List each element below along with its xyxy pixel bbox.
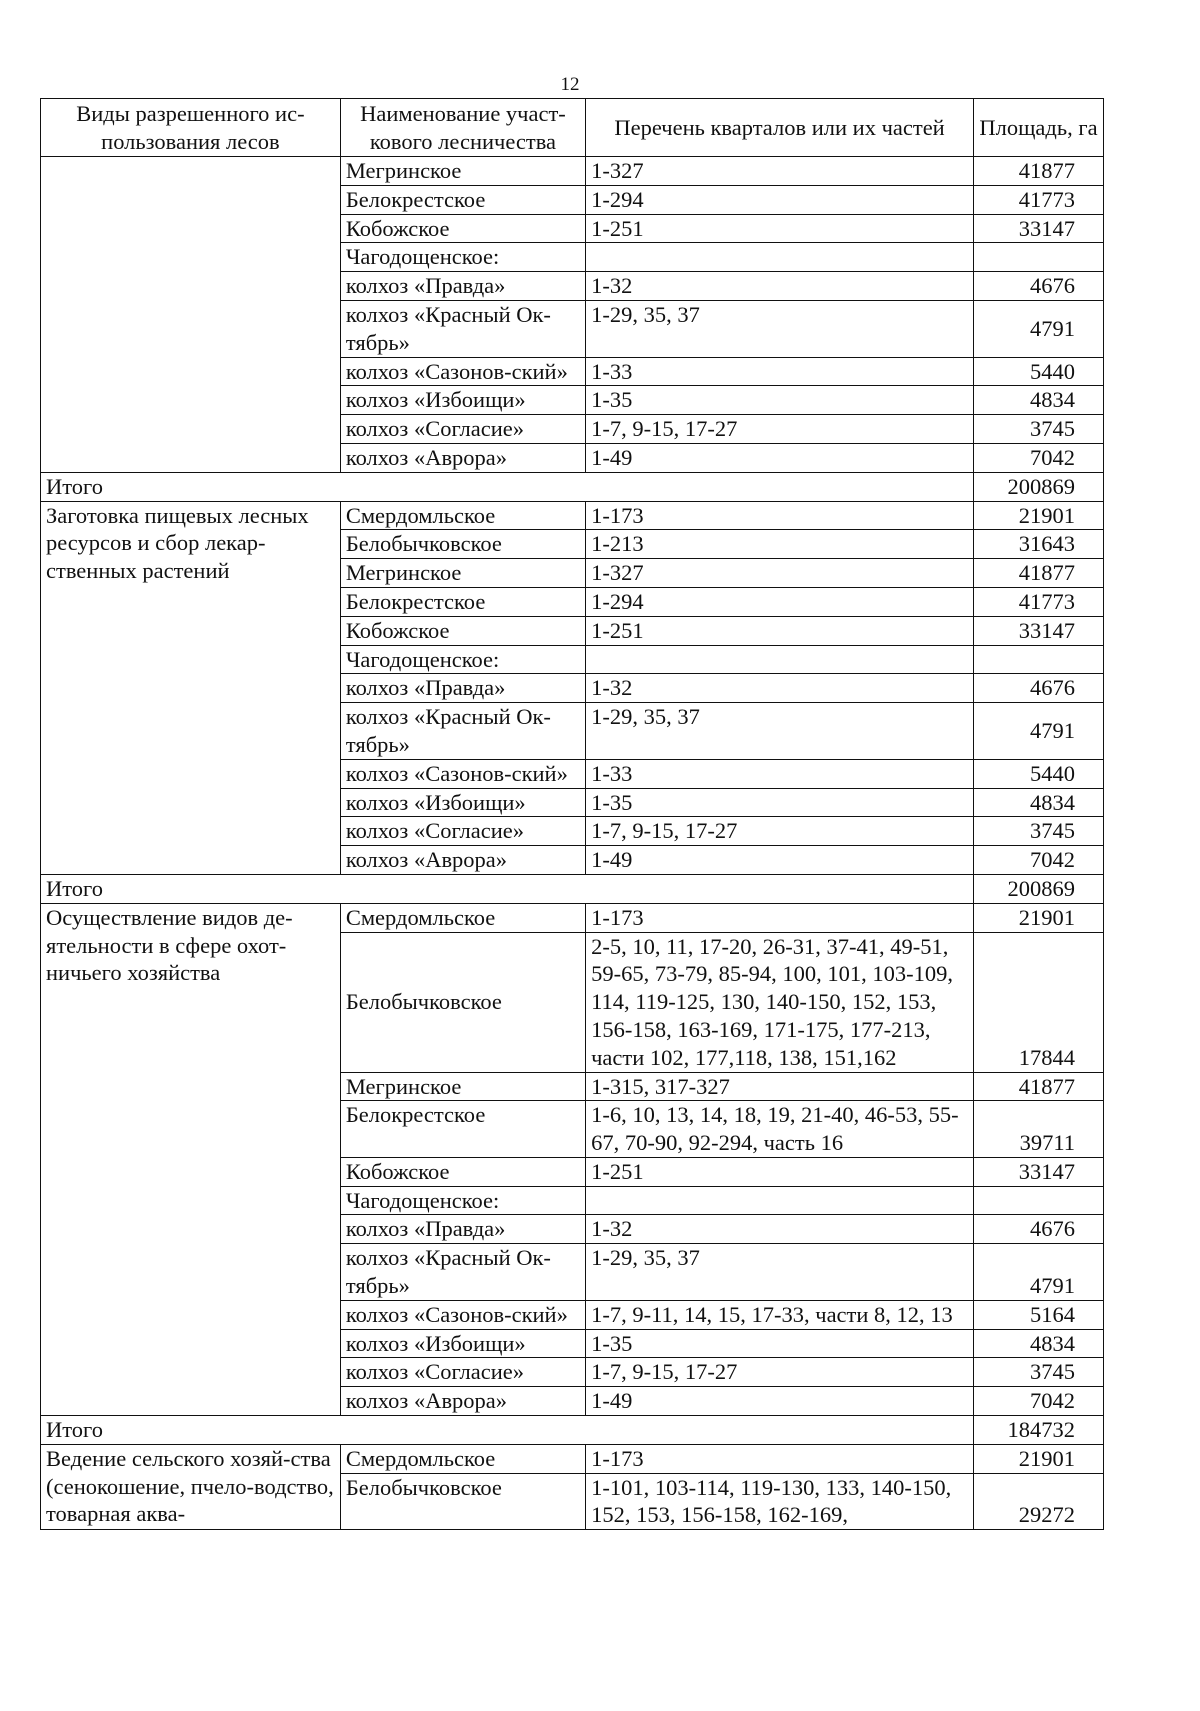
quarters-list: 1-251: [586, 616, 974, 645]
total-label: Итого: [41, 1416, 974, 1445]
forestry-name: Смердомльское: [340, 1444, 585, 1473]
forestry-name: Кобожское: [340, 214, 585, 243]
quarters-list: 1-213: [586, 530, 974, 559]
category-cell: Заготовка пищевых лесных ресурсов и сбор лекар-ственных растений: [41, 501, 341, 874]
quarters-list: 1-327: [586, 559, 974, 588]
area-value: 17844: [973, 932, 1103, 1072]
forestry-name: Чагодощенское:: [340, 1186, 585, 1215]
quarters-list: 1-251: [586, 214, 974, 243]
table-row: [41, 501, 1104, 530]
quarters-list: 1-29, 35, 37: [586, 703, 974, 760]
area-value: 4791: [973, 1244, 1103, 1301]
header-quarters: Перечень кварталов или их частей: [586, 99, 974, 157]
quarters-list: 1-49: [586, 1387, 974, 1416]
total-row: [41, 472, 1104, 501]
forestry-name: колхоз «Согласие»: [340, 817, 585, 846]
forestry-name: Кобожское: [340, 616, 585, 645]
quarters-list: 1-251: [586, 1157, 974, 1186]
area-value: 5164: [973, 1300, 1103, 1329]
total-value: 200869: [973, 472, 1103, 501]
table-header-row: [41, 99, 1104, 157]
quarters-list: 1-29, 35, 37: [586, 1244, 974, 1301]
area-value: [973, 1186, 1103, 1215]
quarters-list: 1-49: [586, 443, 974, 472]
forestry-name: колхоз «Правда»: [340, 1215, 585, 1244]
quarters-list: 1-49: [586, 846, 974, 875]
forestry-name: Чагодощенское:: [340, 243, 585, 272]
forestry-name: колхоз «Избоищи»: [340, 1329, 585, 1358]
total-value: 200869: [973, 874, 1103, 903]
category-cell: Ведение сельского хозяй-ства (сенокошение, пчело-водство, товарная аква-: [41, 1444, 341, 1529]
quarters-list: 1-327: [586, 157, 974, 186]
quarters-list: 1-35: [586, 788, 974, 817]
forestry-name: Мегринское: [340, 1072, 585, 1101]
area-value: 7042: [973, 443, 1103, 472]
category-cell: [41, 157, 341, 473]
forestry-name: Чагодощенское:: [340, 645, 585, 674]
forestry-name: Смердомльское: [340, 903, 585, 932]
table-row: [41, 1444, 1104, 1473]
forestry-name: Белокрестское: [340, 1101, 585, 1158]
forestry-name: колхоз «Сазонов-ский»: [340, 357, 585, 386]
area-value: 33147: [973, 214, 1103, 243]
forestry-name: колхоз «Красный Ок-тябрь»: [340, 300, 585, 357]
quarters-list: 1-315, 317-327: [586, 1072, 974, 1101]
quarters-list: 1-173: [586, 1444, 974, 1473]
forestry-name: колхоз «Сазонов-ский»: [340, 1300, 585, 1329]
quarters-list: 1-173: [586, 903, 974, 932]
quarters-list: 1-29, 35, 37: [586, 300, 974, 357]
quarters-list: 2-5, 10, 11, 17-20, 26-31, 37-41, 49-51, 59-65, 73-79, 85-94, 100, 101, 103-109, 114, 119-125, 130, 140-150, 152, 153, 156-158, 163-169, 171-175, 177-213, части 102, 177,118, 138, 151,162: [586, 932, 974, 1072]
area-value: 41877: [973, 1072, 1103, 1101]
area-value: 4676: [973, 674, 1103, 703]
area-value: 4834: [973, 788, 1103, 817]
area-value: 29272: [973, 1473, 1103, 1530]
header-forestry: Наименование участ-кового лесничества: [340, 99, 585, 157]
forestry-name: Белокрестское: [340, 587, 585, 616]
area-value: 4834: [973, 386, 1103, 415]
forestry-name: Белобычковское: [340, 932, 585, 1072]
forestry-name: Белобычковское: [340, 1473, 585, 1530]
area-value: [973, 645, 1103, 674]
forestry-name: колхоз «Красный Ок-тябрь»: [340, 703, 585, 760]
forestry-name: колхоз «Избоищи»: [340, 788, 585, 817]
page-number: 12: [560, 74, 580, 95]
forestry-name: колхоз «Согласие»: [340, 1358, 585, 1387]
quarters-list: 1-33: [586, 759, 974, 788]
area-value: 4791: [973, 300, 1103, 357]
quarters-list: 1-7, 9-15, 17-27: [586, 1358, 974, 1387]
area-value: 41773: [973, 185, 1103, 214]
forestry-name: Мегринское: [340, 559, 585, 588]
quarters-list: [586, 1186, 974, 1215]
area-value: 3745: [973, 817, 1103, 846]
quarters-list: 1-33: [586, 357, 974, 386]
total-row: [41, 1416, 1104, 1445]
quarters-list: [586, 645, 974, 674]
forestry-name: Смердомльское: [340, 501, 585, 530]
total-value: 184732: [973, 1416, 1103, 1445]
area-value: 21901: [973, 1444, 1103, 1473]
forestry-name: колхоз «Аврора»: [340, 846, 585, 875]
total-row: [41, 874, 1104, 903]
header-use-type: Виды разрешенного ис-пользования лесов: [41, 99, 341, 157]
forestry-name: Мегринское: [340, 157, 585, 186]
forestry-name: колхоз «Красный Ок-тябрь»: [340, 1244, 585, 1301]
quarters-list: 1-7, 9-15, 17-27: [586, 415, 974, 444]
area-value: 31643: [973, 530, 1103, 559]
area-value: 41877: [973, 157, 1103, 186]
quarters-list: 1-173: [586, 501, 974, 530]
area-value: 5440: [973, 357, 1103, 386]
area-value: 4791: [973, 703, 1103, 760]
area-value: 41773: [973, 587, 1103, 616]
area-value: 3745: [973, 415, 1103, 444]
area-value: 33147: [973, 616, 1103, 645]
quarters-list: 1-6, 10, 13, 14, 18, 19, 21-40, 46-53, 55-67, 70-90, 92-294, часть 16: [586, 1101, 974, 1158]
area-value: 4676: [973, 272, 1103, 301]
table-row: [41, 903, 1104, 932]
area-value: 41877: [973, 559, 1103, 588]
quarters-list: 1-294: [586, 587, 974, 616]
forestry-name: колхоз «Согласие»: [340, 415, 585, 444]
header-area: Площадь, га: [973, 99, 1103, 157]
area-value: 39711: [973, 1101, 1103, 1158]
table-row: [41, 157, 1104, 186]
quarters-list: 1-35: [586, 1329, 974, 1358]
forestry-name: колхоз «Аврора»: [340, 1387, 585, 1416]
quarters-list: 1-32: [586, 674, 974, 703]
area-value: 33147: [973, 1157, 1103, 1186]
area-value: 4834: [973, 1329, 1103, 1358]
category-cell: Осуществление видов де-ятельности в сфере охот-ничьего хозяйства: [41, 903, 341, 1415]
area-value: 21901: [973, 903, 1103, 932]
forestry-name: Белокрестское: [340, 185, 585, 214]
area-value: 3745: [973, 1358, 1103, 1387]
forest-use-table: [40, 98, 1104, 1530]
forestry-name: колхоз «Избоищи»: [340, 386, 585, 415]
forestry-name: Белобычковское: [340, 530, 585, 559]
area-value: 5440: [973, 759, 1103, 788]
area-value: 21901: [973, 501, 1103, 530]
quarters-list: 1-32: [586, 272, 974, 301]
quarters-list: 1-7, 9-11, 14, 15, 17-33, части 8, 12, 13: [586, 1300, 974, 1329]
area-value: 7042: [973, 846, 1103, 875]
forestry-name: колхоз «Правда»: [340, 272, 585, 301]
area-value: [973, 243, 1103, 272]
area-value: 4676: [973, 1215, 1103, 1244]
quarters-list: 1-35: [586, 386, 974, 415]
total-label: Итого: [41, 874, 974, 903]
forestry-name: колхоз «Аврора»: [340, 443, 585, 472]
quarters-list: 1-7, 9-15, 17-27: [586, 817, 974, 846]
quarters-list: [586, 243, 974, 272]
quarters-list: 1-32: [586, 1215, 974, 1244]
forestry-name: колхоз «Сазонов-ский»: [340, 759, 585, 788]
total-label: Итого: [41, 472, 974, 501]
forestry-name: Кобожское: [340, 1157, 585, 1186]
area-value: 7042: [973, 1387, 1103, 1416]
quarters-list: 1-101, 103-114, 119-130, 133, 140-150, 152, 153, 156-158, 162-169,: [586, 1473, 974, 1530]
quarters-list: 1-294: [586, 185, 974, 214]
forestry-name: колхоз «Правда»: [340, 674, 585, 703]
